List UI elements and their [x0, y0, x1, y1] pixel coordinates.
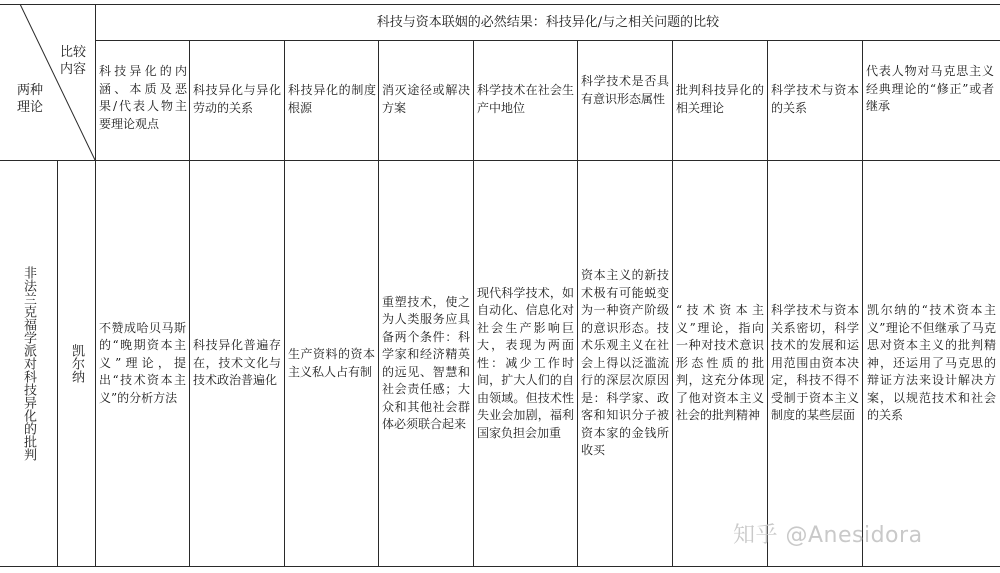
rule-span-bottom [95, 40, 1000, 41]
body-cell [768, 161, 862, 566]
body-cell [379, 161, 473, 566]
column-header: 科学技术在社会生产中地位 [477, 83, 574, 115]
column-header: 科技异化与异化劳动的关系 [193, 83, 281, 115]
column-header: 科技异化的制度根源 [288, 83, 376, 115]
corner-top-label: 比较 内容 [60, 45, 87, 77]
person-label: 凯尔纳 [69, 344, 84, 383]
cell-text: 凯尔纳的“技术资本主义”理论不但继承了马克思对资本主义的批判精神，还运用了马克思的辩证方法来设计解决方案，以规范技术和社会的关系 [867, 303, 996, 423]
body-cell [96, 161, 189, 566]
cell-text: 现代科学技术，如自动化、信息化对社会生产影响巨大，表现为两面性：减少工作时间，扩大人们的自由领域。但技术性失业会加剧，福利国家负担会加重 [477, 285, 574, 440]
cell-text: 重塑技术，使之为人类服务应具备两个条件：科学家和经济精英的远见、智慧和社会责任感；大众和其他社会群体必须联合起来 [382, 294, 470, 431]
cell-text: 科技异化普遍存在，技术文化与技术政治普遍化 [193, 338, 281, 388]
body-cell [673, 161, 767, 566]
theory-label: 非法兰克福学派对科技异化的批判 [21, 266, 36, 461]
cell-text: 资本主义的新技术极有可能蜕变为一种资产阶级的意识形态。技术乐观主义在社会上得以泛滥流行的深层次原因是：科学家、政客和知识分子被资本家的金钱所收买 [581, 268, 669, 458]
body-cell [190, 161, 284, 566]
cell-text: 不赞成哈贝马斯的“晚期资本主义”理论，提出“技术资本主义”的分析方法 [99, 320, 186, 405]
cell-text: 生产资料的资本主义私人占有制 [288, 347, 375, 379]
cell-text: 科学技术与资本关系密切，科学技术的发展和运用范围由资本决定，科技不得不受制于资本主义制度的某些层面 [771, 303, 859, 423]
watermark: 知乎 @Anesidora [733, 523, 923, 548]
body-cell [285, 161, 378, 566]
cell-text: “技术资本主义”理论，指向一种对技术意识形态性质的批判，这充分体现了他对资本主义社会的批判精神 [676, 303, 764, 423]
rule-bottom [0, 566, 1000, 567]
person-cell [58, 161, 95, 566]
column-header: 消灭途径或解决方案 [382, 83, 470, 115]
corner-bottom-label: 两种 理论 [17, 83, 44, 115]
body-cell [863, 161, 1000, 566]
body-cell [474, 161, 577, 566]
column-header: 科学技术与资本的关系 [771, 83, 859, 115]
theory-cell [0, 161, 57, 566]
column-header: 批判科技异化的相关理论 [676, 83, 764, 115]
column-header: 代表人物对马克思主义经典理论的“修正”或者继承 [866, 64, 994, 113]
span-title: 科技与资本联姻的必然结果：科技异化/与之相关问题的比较 [376, 14, 720, 30]
column-header: 科学技术是否具有意识形态属性 [581, 74, 669, 106]
body-cell [578, 161, 672, 566]
column-header: 科技异化的内涵、本质及恶果/代表人物主要理论观点 [99, 64, 187, 131]
